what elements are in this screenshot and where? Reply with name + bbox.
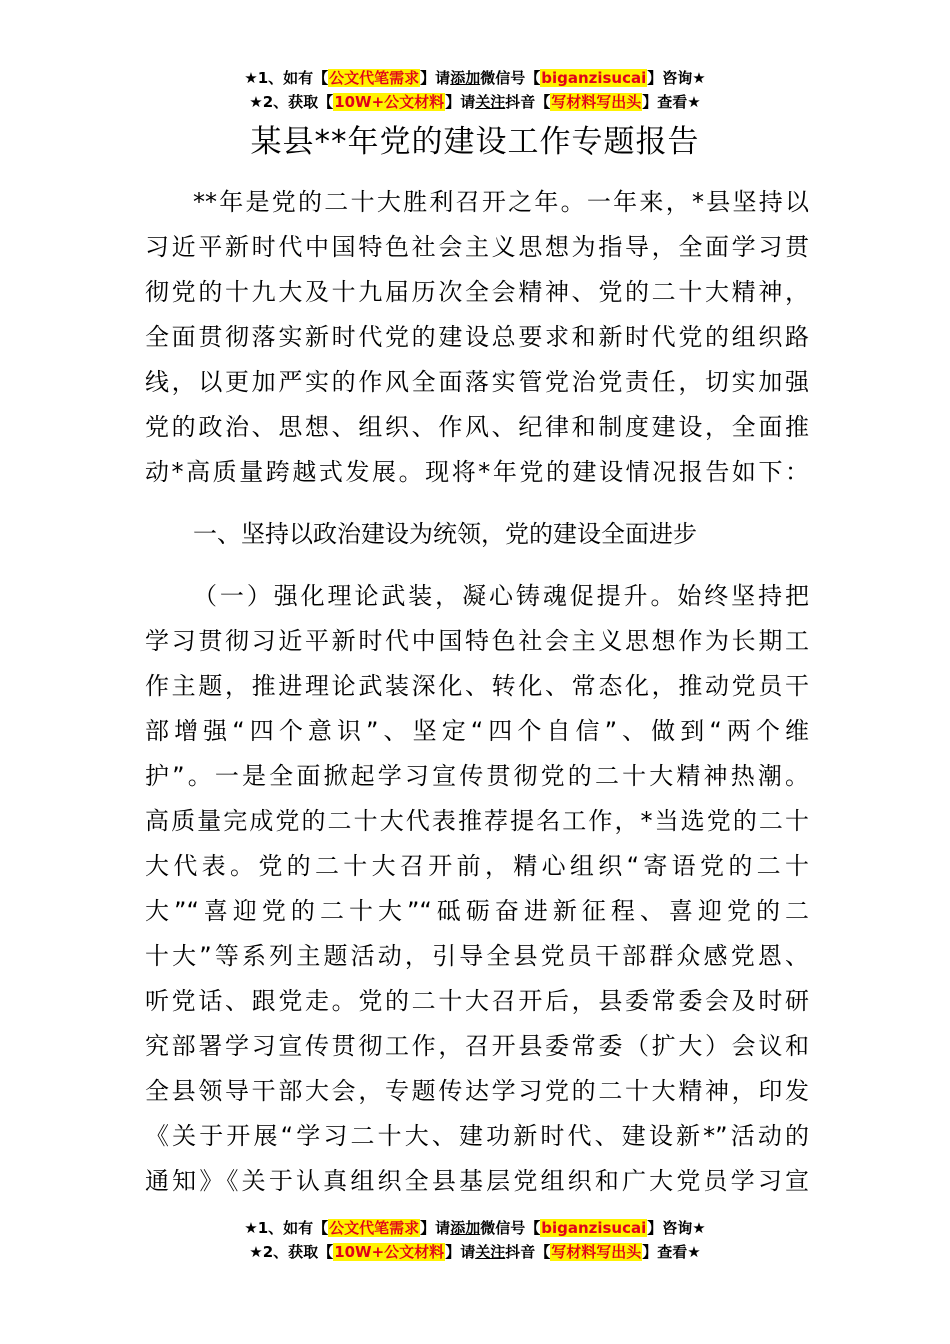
banner-text: ★2、获取【 <box>249 93 334 111</box>
paragraph-line: 部增强“四个意识”、坚定“四个自信”、做到“两个维 <box>145 717 809 745</box>
document-title: 某县**年党的建设工作专题报告 <box>250 124 700 160</box>
paragraph-line: 高质量完成党的二十大代表推荐提名工作，*当选党的二十 <box>145 807 809 835</box>
banner-text: ★1、如有【 <box>244 1219 329 1237</box>
paragraph-line: 习近平新时代中国特色社会主义思想为指导，全面学习贯 <box>145 233 809 261</box>
banner-text: 抖音【 <box>505 1243 551 1261</box>
paragraph-line: 作主题，推进理论武装深化、转化、常态化，推动党员干 <box>145 672 809 700</box>
underlined-text: 添加 <box>450 1219 481 1237</box>
banner-text: 】查看★ <box>642 93 701 111</box>
banner-text: 】请 <box>420 69 451 87</box>
highlight-ghostwriting: 公文代笔需求 <box>329 1219 420 1237</box>
banner-text: 微信号【 <box>480 1219 541 1237</box>
highlight-materials: 10W+公文材料 <box>334 1243 445 1261</box>
paragraph-line: 通知》《关于认真组织全县基层党组织和广大党员学习宣 <box>145 1167 809 1195</box>
paragraph-line: 大”“喜迎党的二十大”“砥砺奋进新征程、喜迎党的二 <box>145 897 809 925</box>
banner-line-2 <box>0 90 950 114</box>
paragraph-line: 学习贯彻习近平新时代中国特色社会主义思想作为长期工 <box>145 627 809 655</box>
footer-banner <box>0 1216 950 1264</box>
banner-text: 】请 <box>420 1219 451 1237</box>
banner-text: 】查看★ <box>642 1243 701 1261</box>
paragraph-gap <box>145 495 809 512</box>
banner-text: ★2、获取【 <box>249 1243 334 1261</box>
paragraph-line: 彻党的十九大及十九届历次全会精神、党的二十大精神， <box>145 278 809 306</box>
highlight-wechat-id: biganzisucai <box>541 69 647 87</box>
banner-line-1 <box>0 66 950 90</box>
banner-text: 】请 <box>445 93 476 111</box>
underlined-text: 添加 <box>450 69 481 87</box>
banner-text: 】咨询★ <box>647 1219 706 1237</box>
paragraph-line: 动*高质量跨越式发展。现将*年党的建设情况报告如下： <box>145 458 809 486</box>
underlined-text: 关注 <box>475 1243 506 1261</box>
banner-text: 微信号【 <box>480 69 541 87</box>
paragraph-line: 究部署学习宣传贯彻工作，召开县委常委（扩大）会议和 <box>145 1032 809 1060</box>
paragraph-line: 全县领导干部大会，专题传达学习党的二十大精神，印发 <box>145 1077 809 1105</box>
header-banner <box>0 66 950 114</box>
paragraph-line: 听党话、跟党走。党的二十大召开后，县委常委会及时研 <box>145 987 809 1015</box>
paragraph-line: 线，以更加严实的作风全面落实管党治党责任，切实加强 <box>145 368 809 396</box>
document-body <box>145 180 809 1204</box>
section-heading: 一、坚持以政治建设为统领，党的建设全面进步 <box>193 520 697 548</box>
paragraph-line: 护”。一是全面掀起学习宣传贯彻党的二十大精神热潮。 <box>145 762 809 790</box>
banner-line-2 <box>0 1240 950 1264</box>
paragraph-line: 《关于开展“学习二十大、建功新时代、建设新*”活动的 <box>145 1122 809 1150</box>
paragraph-line: （一）强化理论武装，凝心铸魂促提升。始终坚持把 <box>193 582 809 610</box>
paragraph-line: 党的政治、思想、组织、作风、纪律和制度建设，全面推 <box>145 413 809 441</box>
paragraph-line: 全面贯彻落实新时代党的建设总要求和新时代党的组织路 <box>145 323 809 351</box>
banner-text: 】请 <box>445 1243 476 1261</box>
highlight-materials: 10W+公文材料 <box>334 93 445 111</box>
paragraph-line: 十大”等系列主题活动，引导全县党员干部群众感党恩、 <box>145 942 809 970</box>
banner-text: 抖音【 <box>505 93 551 111</box>
banner-text: ★1、如有【 <box>244 69 329 87</box>
paragraph-line: **年是党的二十大胜利召开之年。一年来，*县坚持以 <box>193 188 809 216</box>
banner-line-1 <box>0 1216 950 1240</box>
banner-text: 】咨询★ <box>647 69 706 87</box>
highlight-douyin-account: 写材料写出头 <box>551 1243 642 1261</box>
highlight-douyin-account: 写材料写出头 <box>551 93 642 111</box>
highlight-ghostwriting: 公文代笔需求 <box>329 69 420 87</box>
highlight-wechat-id: biganzisucai <box>541 1219 647 1237</box>
underlined-text: 关注 <box>475 93 506 111</box>
paragraph-line: 大代表。党的二十大召开前，精心组织“寄语党的二十 <box>145 852 809 880</box>
paragraph-gap <box>145 557 809 574</box>
